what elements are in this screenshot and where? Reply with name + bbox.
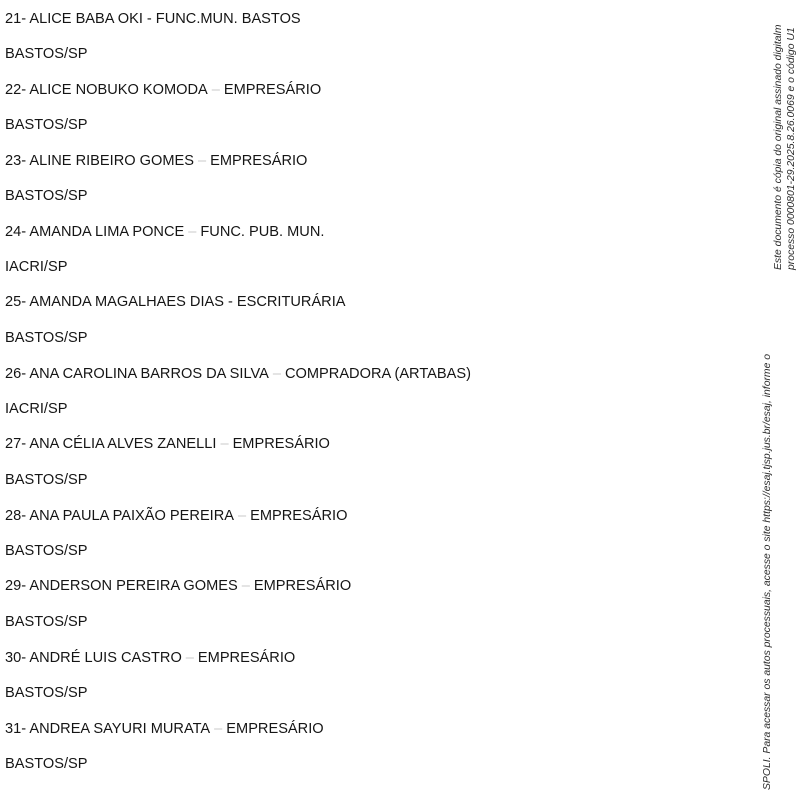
margin-note-signature-line2: processo 0000801-29.2025.8.26.0069 e o código U1 [786, 27, 797, 270]
entry-name: 25- AMANDA MAGALHAES DIAS [5, 294, 224, 310]
entry-role: FUNC. PUB. MUN. [200, 224, 325, 240]
entry-name: 31- ANDREA SAYURI MURATA [5, 721, 211, 737]
entry-name-role [5, 507, 347, 525]
entry-separator: – [238, 508, 247, 524]
entry-separator: - [227, 294, 233, 310]
entry-city: BASTOS/SP [5, 117, 88, 133]
entry-name-role [5, 577, 351, 595]
margin-note-signature-line1: Este documento é cópia do original assinado digitalm [773, 24, 784, 270]
entry-city: BASTOS/SP [5, 756, 88, 772]
entry-name-role [5, 152, 307, 170]
entry-role: EMPRESÁRIO [197, 650, 296, 666]
entry-role: EMPRESÁRIO [232, 436, 330, 452]
entry-name: 28- ANA PAULA PAIXÃO PEREIRA [5, 508, 235, 524]
entry-name-role [5, 649, 295, 667]
entry-name-role [5, 365, 471, 383]
entry-city: BASTOS/SP [5, 330, 88, 346]
entry-separator: - [146, 11, 152, 27]
entry-city: IACRI/SP [5, 259, 68, 275]
entry-city: BASTOS/SP [5, 685, 88, 701]
entry-role: EMPRESÁRIO [226, 721, 324, 737]
entry-name: 21- ALICE BABA OKI [5, 11, 143, 27]
entry-city: BASTOS/SP [5, 543, 88, 559]
entry-separator: – [188, 224, 197, 240]
entry-name: 27- ANA CÉLIA ALVES ZANELLI [5, 436, 217, 452]
margin-note-access-instructions: SPOLI. Para acessar os autos processuais, acesse o site https://esaj.tjsp.jus.br/esaj, informe o [762, 353, 773, 790]
entry-separator: – [220, 436, 229, 452]
entry-name-role [5, 293, 346, 311]
entry-name-role [5, 10, 301, 28]
entry-name: 30- ANDRÉ LUIS CASTRO [5, 650, 182, 666]
entry-name-role [5, 81, 321, 99]
entry-city: BASTOS/SP [5, 188, 88, 204]
entry-role: EMPRESÁRIO [210, 153, 308, 169]
entry-name: 24- AMANDA LIMA PONCE [5, 224, 185, 240]
entry-role: COMPRADORA (ARTABAS) [285, 366, 471, 382]
entry-separator: – [241, 578, 250, 594]
entry-name: 22- ALICE NOBUKO KOMODA [5, 82, 208, 98]
entry-separator: – [185, 650, 194, 666]
entry-role: FUNC.MUN. BASTOS [155, 11, 301, 27]
entry-city: IACRI/SP [5, 401, 68, 417]
entry-city: BASTOS/SP [5, 614, 88, 630]
entry-role: EMPRESÁRIO [253, 578, 352, 594]
entry-name: 29- ANDERSON PEREIRA GOMES [5, 578, 238, 594]
entry-name: 23- ALINE RIBEIRO GOMES [5, 153, 194, 169]
entry-role: ESCRITURÁRIA [236, 294, 346, 310]
entry-separator: – [214, 721, 223, 737]
entry-name: 26- ANA CAROLINA BARROS DA SILVA [5, 366, 269, 382]
entry-city: BASTOS/SP [5, 472, 88, 488]
entry-separator: – [211, 82, 220, 98]
entry-separator: – [197, 153, 207, 169]
entry-city: BASTOS/SP [5, 46, 88, 62]
entry-role: EMPRESÁRIO [250, 508, 348, 524]
entry-role: EMPRESÁRIO [223, 82, 322, 98]
entry-name-role [5, 720, 324, 738]
entry-name-role [5, 435, 330, 453]
entry-name-role [5, 223, 324, 241]
entry-separator: – [272, 366, 281, 382]
